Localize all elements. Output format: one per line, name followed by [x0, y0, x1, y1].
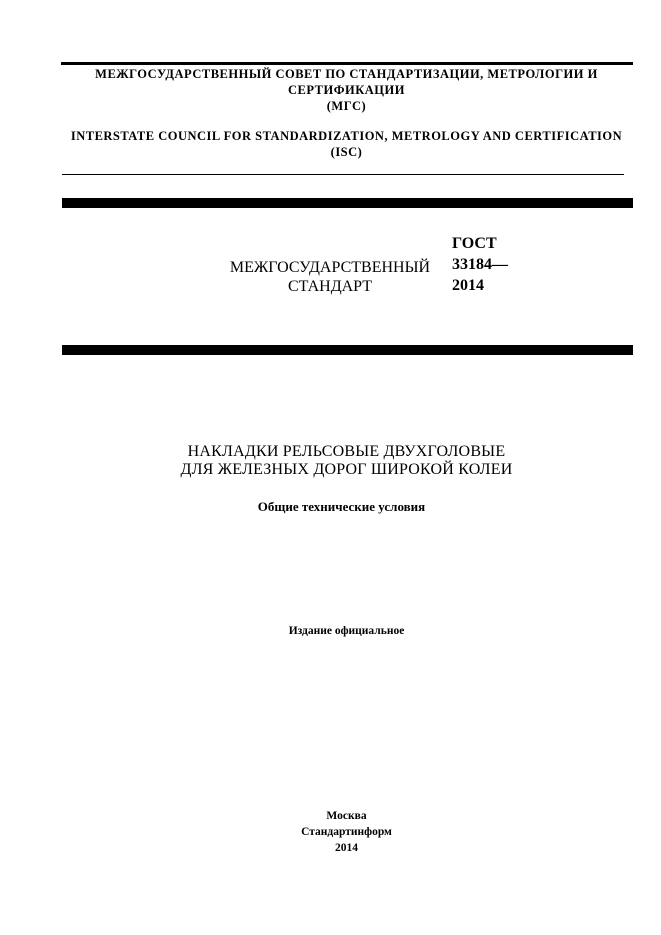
council-ru-line2: СЕРТИФИКАЦИИ	[288, 83, 405, 97]
black-band-bottom	[62, 345, 633, 355]
standard-label-line2: СТАНДАРТ	[287, 278, 373, 295]
title-line2: ДЛЯ ЖЕЛЕЗНЫХ ДОРОГ ШИРОКОЙ КОЛЕИ	[180, 461, 513, 478]
gost-line3: 2014	[452, 277, 484, 294]
divider-line	[62, 174, 624, 175]
gost-line2: 33184—	[452, 256, 508, 273]
council-en-abbr: (ISC)	[330, 145, 363, 159]
edition-note: Издание официальное	[288, 625, 405, 637]
council-en-heading	[60, 128, 633, 160]
council-ru-line1: МЕЖГОСУДАРСТВЕННЫЙ СОВЕТ ПО СТАНДАРТИЗАЦИИ, МЕТРОЛОГИИ И	[95, 67, 598, 81]
gost-number	[452, 233, 542, 296]
black-band-top	[62, 198, 633, 208]
council-en-line1: INTERSTATE COUNCIL FOR STANDARDIZATION, METROLOGY AND CERTIFICATION	[70, 129, 623, 143]
title-line1: НАКЛАДКИ РЕЛЬСОВЫЕ ДВУХГОЛОВЫЕ	[187, 443, 506, 460]
document-subtitle: Общие технические условия	[257, 499, 426, 514]
imprint-year: 2014	[335, 842, 358, 854]
council-ru-abbr: (МГС)	[326, 99, 367, 113]
imprint-city: Москва	[326, 810, 367, 822]
standard-label-line1: МЕЖГОСУДАРСТВЕННЫЙ	[229, 259, 431, 276]
top-rule	[61, 62, 633, 65]
document-title	[60, 443, 633, 479]
standard-type-label	[215, 258, 445, 296]
imprint	[60, 808, 633, 856]
gost-line1: ГОСТ	[452, 235, 497, 252]
council-ru-heading	[60, 66, 633, 114]
imprint-publisher: Стандартинформ	[301, 826, 392, 838]
